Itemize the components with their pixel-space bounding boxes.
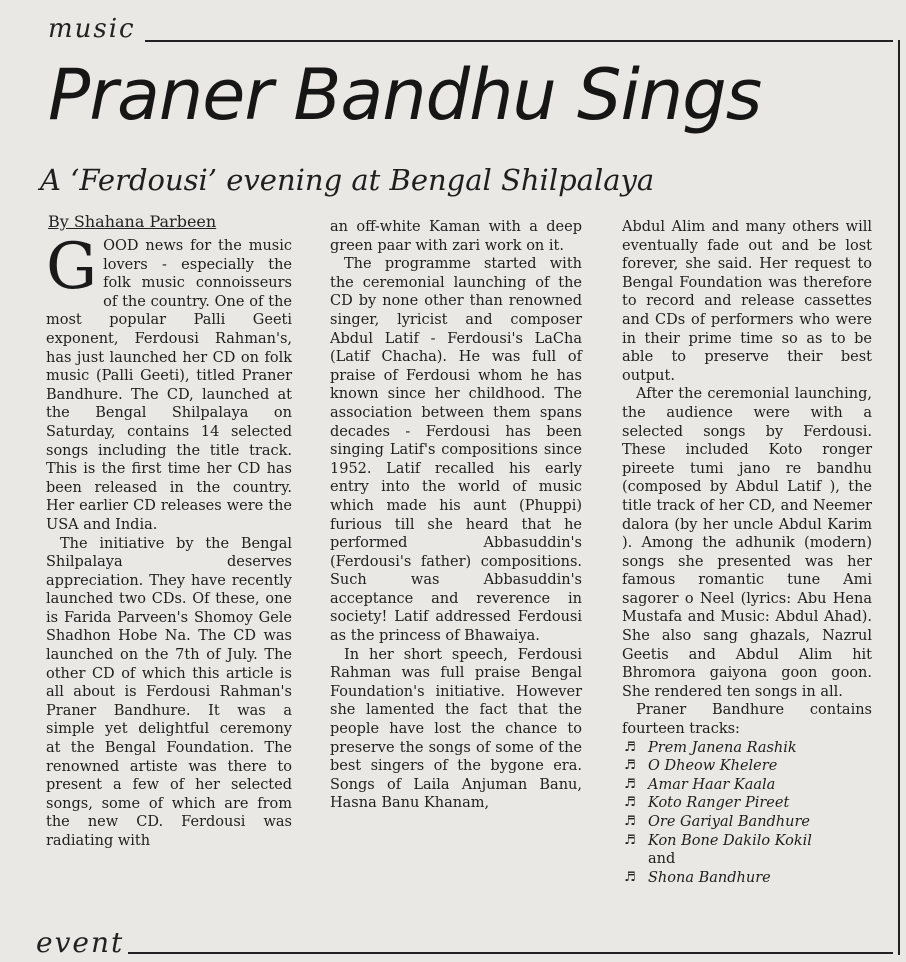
track-title: O Dheow Khelere [648,758,778,775]
music-note-icon: ♬ [624,869,636,885]
music-note-icon: ♬ [624,795,636,811]
track-title: Ore Gariyal Bandhure [648,814,810,830]
byline: By Shahana Parbeen [48,212,217,231]
article-column-3 [622,218,872,887]
paragraph-text: OOD news for the music lovers - especially the folk music connoisseurs of the country. One of the most popular Palli Geeti exponent, Ferdousi Rahman's, has just launched her CD on folk music (Palli Geeti), titled Praner Bandhure. The CD, launched at the Bengal Shilpalaya on Saturday, contains 14 selected songs including the title track. This is the first time her CD has been released in the country. Her earlier CD releases were the USA and India. [46,238,292,533]
track-item [622,813,872,832]
track-title: Amar Haar Kaala [648,776,776,793]
music-note-icon: ♬ [624,832,636,848]
track-item [622,832,872,851]
music-note-icon: ♬ [624,814,636,829]
drop-cap: G [46,230,98,304]
track-item [622,776,872,795]
article-column-1 [46,230,292,851]
music-note-icon: ♬ [624,739,636,755]
track-title: Koto Ranger Pireet [648,795,790,812]
section-label-event: event [36,926,125,959]
paragraph: After the ceremonial launching, the audience were with a selected songs by Ferdousi. These included Koto ronger pireete tumi jano re bandhu (composed by Abdul Latif ), the title track of her CD, and Neemer dalora (by her uncle Abdul Karim ). Among the adhunik (modern) songs she presented was her famous romantic tune Ami sagorer o Neel (lyrics: Abu Hena Mustafa and Music: Abdul Ahad). She also sang ghazals, Nazrul Geetis and Abdul Alim hit Bhromora gaiyona goon goon. She rendered ten songs in all. [622,386,872,700]
paragraph: In her short speech, Ferdousi Rahman was full praise Bengal Foundation's initiative. However she lamented the fact that the people have lost the chance to preserve the songs of some of the best singers of the bygone era. Songs of Laila Anjuman Banu, Hasna Banu Khanam, [330,646,582,812]
paragraph: The programme started with the ceremonial launching of the CD by none other than renowned singer, lyricist and composer Abdul Latif - Ferdousi's LaCha (Latif Chacha). He was full of praise of Ferdousi whom he has known since her childhood. The association between them spans decades - Ferdousi has been singing Latif's compositions since 1952. Latif recalled his early entry into the world of music which made his aunt (Phuppi) furious till she heard that he performed Abbasuddin's (Ferdousi's father) compositions. Such was Abbasuddin's acceptance and reverence in society! Latif addressed Ferdousi as the princess of Bhawaiya. [330,256,582,645]
track-list [622,739,872,888]
track-item [622,739,872,758]
paragraph: Abdul Alim and many others will eventually fade out and be lost forever, she said. Her request to Bengal Foundation was therefore to record and release cassettes and CDs of performers who were in their prime time so as to be able to preserve their best output. [622,219,872,384]
section-label-music: music [48,14,136,44]
track-title: Shona Bandhure [648,869,771,886]
music-note-icon: ♬ [624,776,636,792]
paragraph [46,230,292,535]
right-rule [898,40,900,955]
paragraph: The initiative by the Bengal Shilpalaya deserves appreciation. They have recently launched two CDs. Of these, one is Farida Parveen's Shomoy Gele Shadhon Hobe Na. The CD was launched on the 7th of July. The other CD of which this article is all about is Ferdousi Rahman's Praner Bandhure. It was a simple yet delightful ceremony at the Bengal Foundation. The renowned artiste was there to present a few of her selected songs, some of which are from the new CD. Ferdousi was radiating with [46,535,292,849]
subheadline: A ‘Ferdousi’ evening at Bengal Shilpalaya [40,163,655,197]
article-column-2 [330,218,582,813]
track-item [622,757,872,776]
top-rule [145,40,893,42]
tracks-intro: Praner Bandhure contains fourteen tracks: [622,702,872,738]
track-title: Prem Janena Rashik [648,739,797,756]
bottom-rule [128,952,893,954]
track-item [622,869,872,888]
track-title: Kon Bone Dakilo Kokil [648,832,812,849]
paragraph: an off-white Kaman with a deep green paar with zari work on it. [330,219,582,254]
track-item [622,794,872,813]
and-text: and [648,851,676,868]
headline: Praner Bandhu Sings [48,54,762,136]
music-note-icon: ♬ [624,758,636,774]
